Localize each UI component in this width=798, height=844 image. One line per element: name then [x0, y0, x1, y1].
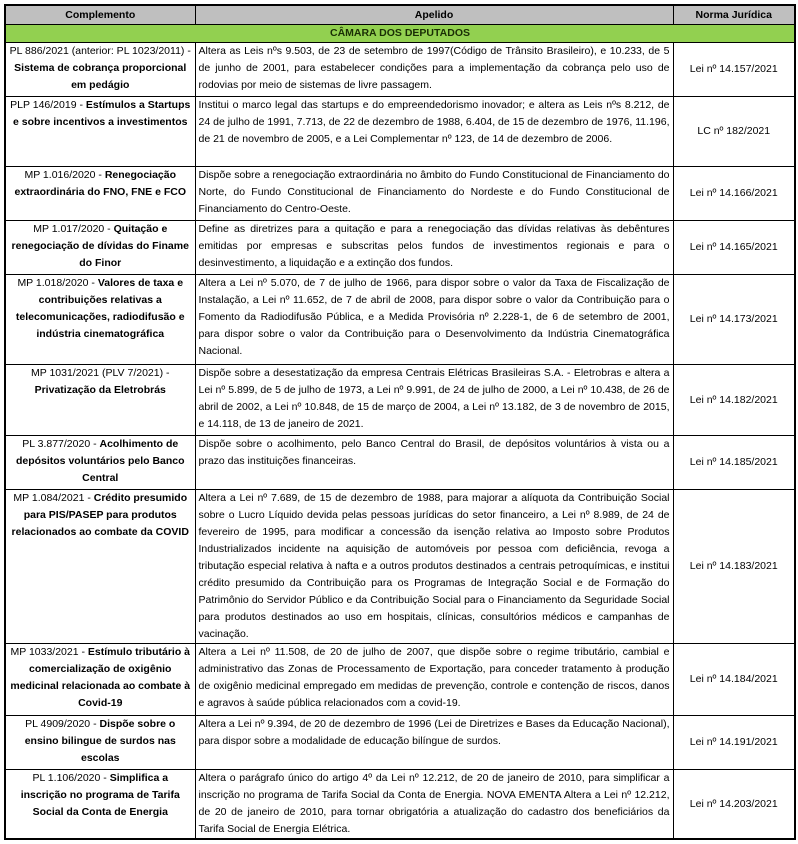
column-header-apelido: Apelido	[195, 5, 673, 25]
apelido-cell: Institui o marco legal das startups e do empreendedorismo inovador; e altera as Leis nºs 8.212, de 24 de julho de 1991, 7.713, de 22 de dezembro de 1988, 6.404, de 15 de dezembro de 1976, 11.196, de 21 de novembro de 2005, e a Lei Complementar nº 123, de 14 de dezembro de 2006.	[195, 97, 673, 167]
bill-id: PL 4909/2020 -	[25, 718, 100, 730]
bill-id: MP 1033/2021 -	[10, 646, 88, 658]
section-row	[5, 25, 795, 43]
apelido-cell: Altera as Leis nºs 9.503, de 23 de setembro de 1997(Código de Trânsito Brasileiro), e 10.233, de 5 de junho de 2001, para estabelecer condições para a implementação da cobrança pelo uso de rodovias por meio de sistemas de livre passagem.	[195, 43, 673, 97]
apelido-cell: Altera a Lei nº 7.689, de 15 de dezembro de 1988, para majorar a alíquota da Contribuição Social sobre o Lucro Líquido devida pelas pessoas jurídicas do setor financeiro, a Lei nº 8.989, de 24 de fevereiro de 1995, para modificar a concessão da isenção relativa ao Imposto sobre Produtos Industrializados incidente na aquisição de automóveis por pessoa com deficiência, revoga a tributação especial relativa à nafta e a outros produtos destinados a centrais petroquímicas, e institui crédito presumido da Contribuição para os Programas de Integração Social e de Formação do Patrimônio do Servidor Público e da Contribuição Social para o Financiamento da Seguridade Social para produtos destinados ao uso em hospitais, clínicas, consultórios médicos e campanhas de vacinação.	[195, 490, 673, 644]
bill-title: Acolhimento de depósitos voluntários pelo Banco Central	[15, 438, 185, 484]
norma-cell: Lei nº 14.183/2021	[673, 490, 795, 644]
table-row	[5, 167, 795, 221]
norma-cell: Lei nº 14.182/2021	[673, 365, 795, 436]
bill-title: Simplifica a inscrição no programa de Tarifa Social da Conta de Energia	[20, 772, 180, 818]
norma-cell: Lei nº 14.157/2021	[673, 43, 795, 97]
bill-title: Dispõe sobre o ensino bilingue de surdos nas escolas	[24, 718, 176, 764]
norma-cell: LC nº 182/2021	[673, 97, 795, 167]
bill-id: MP 1.017/2020 -	[33, 223, 114, 235]
apelido-cell: Dispõe sobre a renegociação extraordinária no âmbito do Fundo Constitucional de Financiamento do Norte, do Fundo Constitucional de Financiamento do Nordeste e do Fundo Constitucional de Financiamento do Centro-Oeste.	[195, 167, 673, 221]
table-row	[5, 716, 795, 770]
bill-title: Quitação e renegociação de dívidas do Finame do Finor	[11, 223, 189, 269]
table-row	[5, 275, 795, 365]
apelido-cell: Altera o parágrafo único do artigo 4º da Lei nº 12.212, de 20 de janeiro de 2010, para simplificar a inscrição no programa de Tarifa Social da Conta de Energia. NOVA EMENTA Altera a Lei nº 12.212, de 20 de janeiro de 2010, para tornar obrigatória a atualização do cadastro dos beneficiários da Tarifa Social de Energia Elétrica.	[195, 770, 673, 840]
bill-title: Renegociação extraordinária do FNO, FNE e FCO	[14, 169, 187, 198]
norma-cell: Lei nº 14.165/2021	[673, 221, 795, 275]
table-row	[5, 490, 795, 644]
bill-title: Valores de taxa e contribuições relativas a telecomunicações, radiodifusão e indústria cinematográfica	[15, 277, 185, 340]
table-row	[5, 43, 795, 97]
complemento-cell	[5, 43, 195, 97]
bill-id: MP 1.016/2020 -	[24, 169, 105, 181]
bill-title: Privatização da Eletrobrás	[34, 384, 166, 396]
legislation-table	[4, 4, 796, 840]
header-row	[5, 5, 795, 25]
column-header-complemento: Complemento	[5, 5, 195, 25]
bill-title: Estímulos a Startups e sobre incentivos a investimentos	[13, 99, 191, 128]
table-row	[5, 221, 795, 275]
complemento-cell	[5, 644, 195, 716]
apelido-cell: Define as diretrizes para a quitação e para a renegociação das dívidas relativas às debêntures emitidas por empresas e subscritas pelos fundos de investimentos regionais e para o desinvestimento, a liquidação e a extinção dos fundos.	[195, 221, 673, 275]
bill-id: PL 886/2021 (anterior: PL 1023/2011) -	[9, 45, 191, 57]
complemento-cell	[5, 490, 195, 644]
complemento-cell	[5, 97, 195, 167]
apelido-cell: Dispõe sobre a desestatização da empresa Centrais Elétricas Brasileiras S.A. - Eletrobras e altera a Lei nº 5.899, de 5 de julho de 1973, a Lei nº 9.991, de 24 de julho de 2000, a Lei nº 10.438, de 26 de abril de 2002, a Lei nº 10.848, de 15 de março de 2004, a Lei nº 13.182, de 3 de novembro de 2015, e 14.118, de 13 de janeiro de 2021.	[195, 365, 673, 436]
bill-title: Estímulo tributário à comercialização de oxigênio medicinal relacionada ao combate à Covid-19	[10, 646, 191, 709]
column-header-norma-juridica: Norma Jurídica	[673, 5, 795, 25]
bill-id: PL 3.877/2020 -	[22, 438, 100, 450]
bill-id: PLP 146/2019 -	[10, 99, 86, 111]
bill-title: Crédito presumido para PIS/PASEP para produtos relacionados ao combate da COVID	[11, 492, 189, 538]
bill-id: MP 1.018/2020 -	[17, 277, 98, 289]
norma-cell: Lei nº 14.203/2021	[673, 770, 795, 840]
table-row	[5, 365, 795, 436]
bill-id: MP 1031/2021 (PLV 7/2021) -	[30, 367, 170, 379]
table-row	[5, 97, 795, 167]
section-title-camara-dos-deputados: CÂMARA DOS DEPUTADOS	[5, 25, 795, 43]
norma-cell: Lei nº 14.185/2021	[673, 436, 795, 490]
complemento-cell	[5, 716, 195, 770]
complemento-cell	[5, 167, 195, 221]
bill-id: PL 1.106/2020 -	[32, 772, 110, 784]
apelido-cell: Altera a Lei nº 11.508, de 20 de julho de 2007, que dispõe sobre o regime tributário, cambial e administrativo das Zonas de Processamento de Exportação, para conceder tratamento à produção de oxigênio medicinal empregado em medidas de prevenção, controle e contenção de riscos, danos e agravos à saúde pública relacionados com a covid-19.	[195, 644, 673, 716]
complemento-cell	[5, 365, 195, 436]
table-row	[5, 436, 795, 490]
apelido-cell: Dispõe sobre o acolhimento, pelo Banco Central do Brasil, de depósitos voluntários à vista ou a prazo das instituições financeiras.	[195, 436, 673, 490]
bill-title: Sistema de cobrança proporcional em pedágio	[14, 62, 187, 91]
table-row	[5, 770, 795, 840]
complemento-cell	[5, 436, 195, 490]
bill-id: MP 1.084/2021 -	[13, 492, 94, 504]
complemento-cell	[5, 221, 195, 275]
complemento-cell	[5, 275, 195, 365]
complemento-cell	[5, 770, 195, 840]
norma-cell: Lei nº 14.173/2021	[673, 275, 795, 365]
apelido-cell: Altera a Lei nº 5.070, de 7 de julho de 1966, para dispor sobre o valor da Taxa de Fiscalização de Instalação, a Lei nº 11.652, de 7 de abril de 2008, para dispor sobre o valor da Contribuição para o Fomento da Radiodifusão Pública, e a Medida Provisória nº 2.228-1, de 6 de setembro de 2001, para dispor sobre o valor da Contribuição para o Desenvolvimento da Indústria Cinematográfica Nacional.	[195, 275, 673, 365]
norma-cell: Lei nº 14.191/2021	[673, 716, 795, 770]
norma-cell: Lei nº 14.166/2021	[673, 167, 795, 221]
table-row	[5, 644, 795, 716]
apelido-cell: Altera a Lei nº 9.394, de 20 de dezembro de 1996 (Lei de Diretrizes e Bases da Educação Nacional), para dispor sobre a modalidade de educação bilíngue de surdos.	[195, 716, 673, 770]
norma-cell: Lei nº 14.184/2021	[673, 644, 795, 716]
